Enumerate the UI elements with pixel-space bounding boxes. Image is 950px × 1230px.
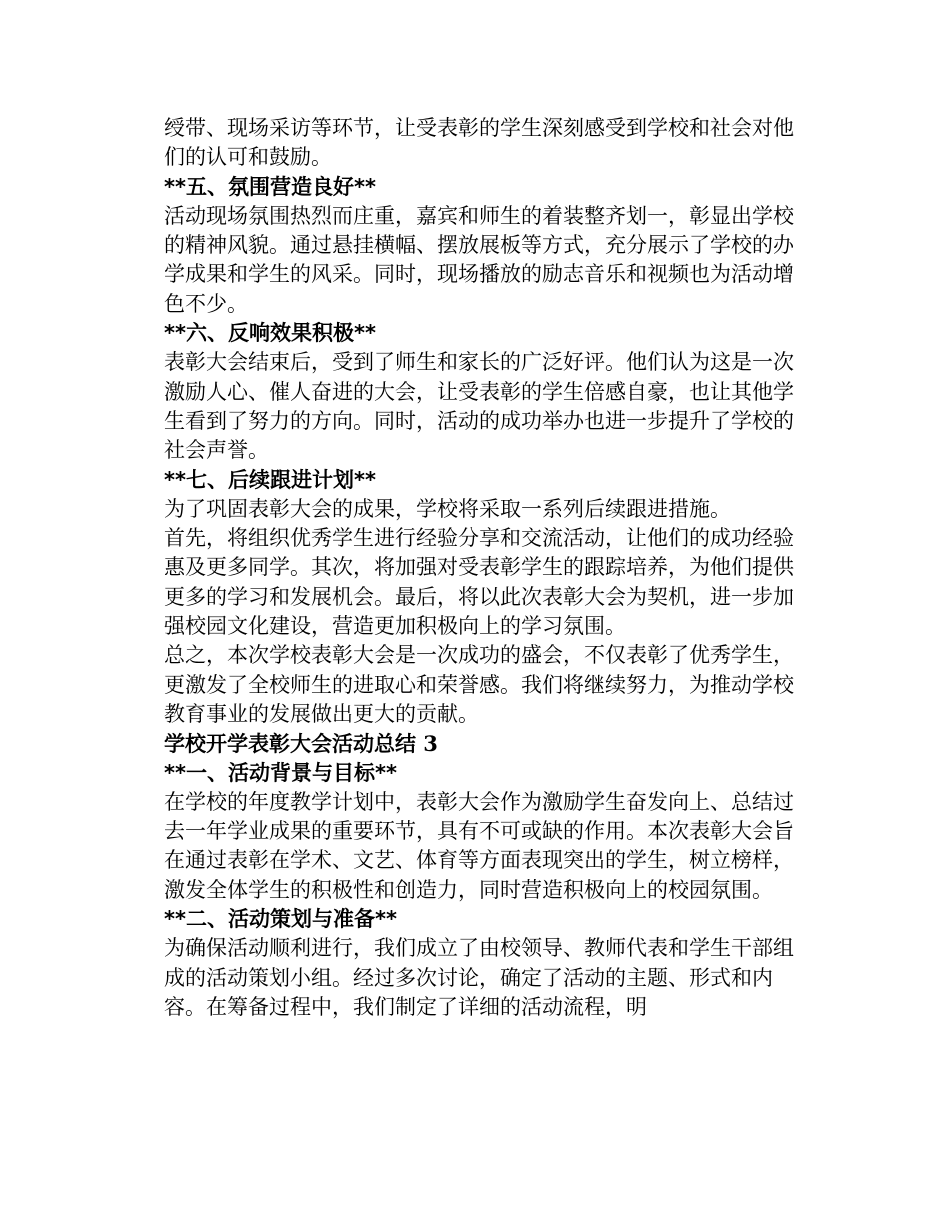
heading-atmosphere: **五、氛围营造良好** — [164, 174, 376, 199]
heading-follow-up: **七、后续跟进计划** — [164, 467, 376, 492]
heading-response: **六、反响效果积极** — [164, 321, 376, 346]
document-page — [164, 114, 804, 1022]
paragraph-response: 表彰大会结束后，受到了师生和家长的广泛好评。他们认为这是一次激励人心、催人奋进的大会，让受表彰的学生倍感自豪，也让其他学生看到了努力的方向。同时，活动的成功举办也进一步提升了学校的社会声誉。 — [164, 350, 794, 463]
paragraph-awards-closing: 绶带、现场采访等环节，让受表彰的学生深刻感受到学校和社会对他们的认可和鼓励。 — [164, 116, 794, 170]
heading-planning: **二、活动策划与准备** — [164, 907, 397, 932]
heading-background: **一、活动背景与目标** — [164, 760, 397, 785]
paragraph-planning: 为确保活动顺利进行，我们成立了由校领导、教师代表和学生干部组成的活动策划小组。经过多次讨论，确定了活动的主题、形式和内容。在筹备过程中，我们制定了详细的活动流程，明 — [164, 936, 794, 1019]
section-title-summary-3: 学校开学表彰大会活动总结 3 — [164, 731, 438, 757]
paragraph-atmosphere: 活动现场氛围热烈而庄重，嘉宾和师生的着装整齐划一，彰显出学校的精神风貌。通过悬挂横幅、摆放展板等方式，充分展示了学校的办学成果和学生的风采。同时，现场播放的励志音乐和视频也为活动增色不少。 — [164, 203, 794, 316]
paragraph-background: 在学校的年度教学计划中，表彰大会作为激励学生奋发向上、总结过去一年学业成果的重要环节，具有不可或缺的作用。本次表彰大会旨在通过表彰在学术、文艺、体育等方面表现突出的学生，树立榜样，激发全体学生的积极性和创造力，同时营造积极向上的校园氛围。 — [164, 789, 794, 902]
paragraph-follow-up-detail: 首先，将组织优秀学生进行经验分享和交流活动，让他们的成功经验惠及更多同学。其次，将加强对受表彰学生的跟踪培养，为他们提供更多的学习和发展机会。最后，将以此次表彰大会为契机，进一步加强校园文化建设，营造更加积极向上的学习氛围。 — [164, 526, 794, 639]
paragraph-conclusion: 总之，本次学校表彰大会是一次成功的盛会，不仅表彰了优秀学生，更激发了全校师生的进取心和荣誉感。我们将继续努力，为推动学校教育事业的发展做出更大的贡献。 — [164, 643, 794, 726]
paragraph-follow-up-intro: 为了巩固表彰大会的成果，学校将采取一系列后续跟进措施。 — [164, 496, 731, 521]
